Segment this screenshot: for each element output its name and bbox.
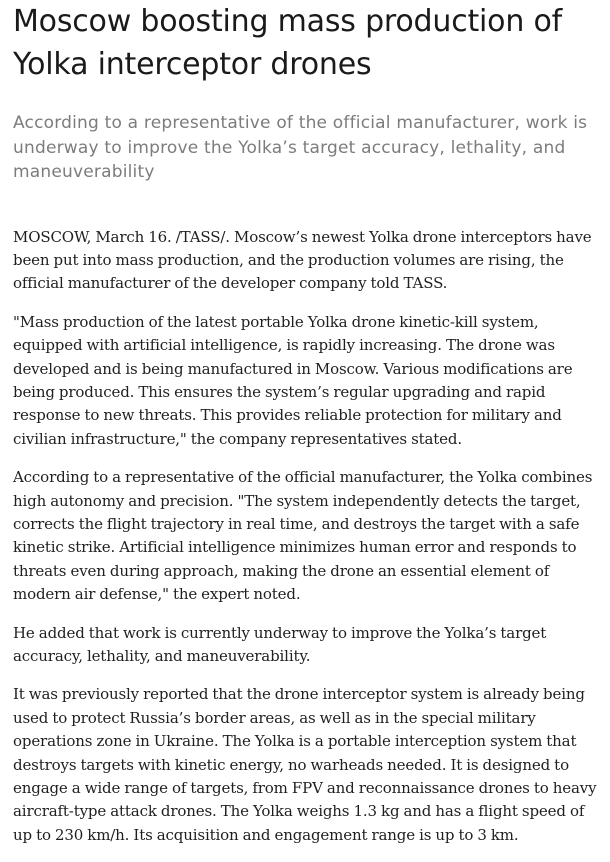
article-body (13, 226, 598, 848)
article-paragraph: It was previously reported that the drone interceptor system is already being used to protect Russia’s border areas, as well as in the special military operations zone in Ukraine. The Yolka is a portable interception system that destroys targets with kinetic energy, no warheads needed. It is designed to engage a wide range of targets, from FPV and reconnaissance drones to heavy aircraft-type attack drones. The Yolka weighs 1.3 kg and has a flight speed of up to 230 km/h. Its acquisition and engagement range is up to 3 km. (13, 685, 597, 844)
article-lead: According to a representative of the official manufacturer, work is underway to improve the Yolka’s target accuracy, lethality, and maneuverability (13, 113, 588, 182)
article-title: Moscow boosting mass production of Yolka interceptor drones (13, 4, 563, 82)
article-paragraph: "Mass production of the latest portable Yolka drone kinetic-kill system, equipped with artificial intelligence, is rapidly increasing. The drone was developed and is being manufactured in Moscow. Various modifications are being produced. This ensures the system’s regular upgrading and rapid response to new threats. This provides reliable protection for military and civilian infrastructure," the company representatives stated. (13, 312, 573, 448)
article-paragraph: According to a representative of the official manufacturer, the Yolka combines high autonomy and precision. "The system independently detects the target, corrects the flight trajectory in real time, and destroys the target with a safe kinetic strike. Artificial intelligence minimizes human error and responds to threats even during approach, making the drone an essential element of modern air defense," the expert noted. (13, 468, 593, 604)
article-paragraph: MOSCOW, March 16. /TASS/. Moscow’s newest Yolka drone interceptors have been put into mass production, and the production volumes are rising, the official manufacturer of the developer company told TASS. (13, 227, 592, 293)
news-article (13, 0, 598, 862)
article-paragraph: He added that work is currently underway to improve the Yolka’s target accuracy, lethality, and maneuverability. (13, 623, 547, 665)
